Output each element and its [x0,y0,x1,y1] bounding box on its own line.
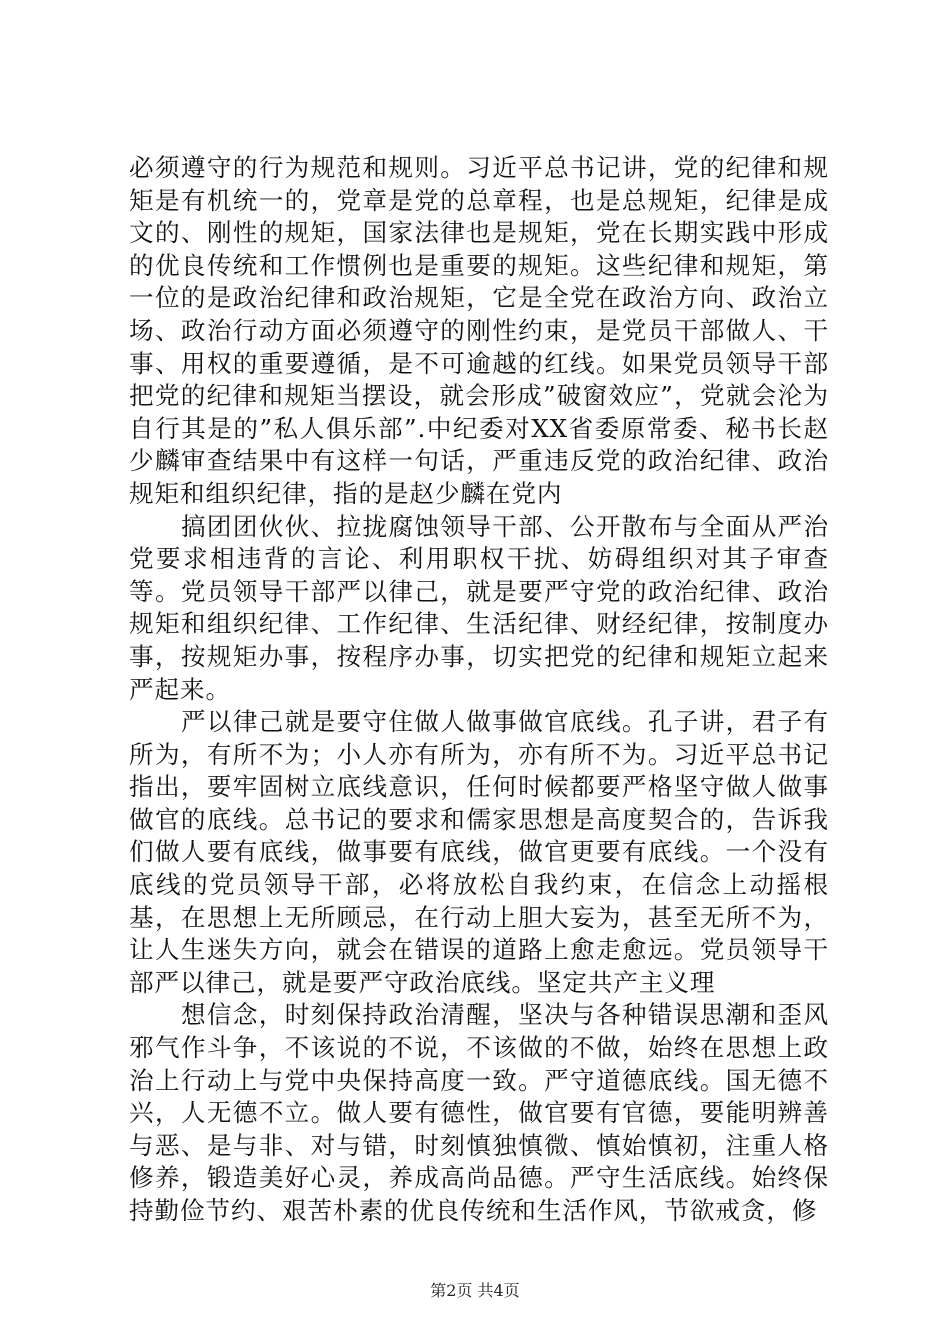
paragraph-4: 想信念，时刻保持政治清醒，坚决与各种错误思潮和歪风邪气作斗争，不该说的不说，不该做的不做，始终在思想上政治上行动上与党中央保持高度一致。严守道德底线。国无德不兴，人无德不立。做人要有德性，做官要有官德，要能明辨善与恶、是与非、对与错，时刻慎独慎微、慎始慎初，注重人格修养，锻造美好心灵，养成高尚品德。严守生活底线。始终保持勤俭节约、艰苦朴素的优良传统和生活作风，节欲戒贪，修 [129,1000,829,1225]
paragraph-2: 搞团团伙伙、拉拢腐蚀领导干部、公开散布与全面从严治党要求相违背的言论、利用职权干扰、妨碍组织对其子审查等。党员领导干部严以律己，就是要严守党的政治纪律、政治规矩和组织纪律、工作纪律、生活纪律、财经纪律，按制度办事，按规矩办事，按程序办事，切实把党的纪律和规矩立起来严起来。 [129,511,829,704]
paragraph-1: 必须遵守的行为规范和规则。习近平总书记讲，党的纪律和规矩是有机统一的，党章是党的总章程，也是总规矩，纪律是成文的、刚性的规矩，国家法律也是规矩，党在长期实践中形成的优良传统和工作惯例也是重要的规矩。这些纪律和规矩，第一位的是政治纪律和政治规矩，它是全党在政治方向、政治立场、政治行动方面必须遵守的刚性约束，是党员干部做人、干事、用权的重要遵循，是不可逾越的红线。如果党员领导干部把党的纪律和规矩当摆设，就会形成”破窗效应”，党就会沦为自行其是的”私人俱乐部”.中纪委对XX省委原常委、秘书长赵少麟审查结果中有这样一句话，严重违反党的政治纪律、政治规矩和组织纪律，指的是赵少麟在党内 [129,153,829,508]
page-number-footer: 第2页 共4页 [430,1281,520,1300]
document-body [129,152,829,1228]
paragraph-3: 严以律己就是要守住做人做事做官底线。孔子讲，君子有所为，有所不为；小人亦有所为，亦有所不为。习近平总书记指出，要牢固树立底线意识，任何时候都要严格坚守做人做事做官的底线。总书记的要求和儒家思想是高度契合的，告诉我们做人要有底线，做事要有底线，做官更要有底线。一个没有底线的党员领导干部，必将放松自我约束，在信念上动摇根基，在思想上无所顾忌，在行动上胆大妄为，甚至无所不为，让人生迷失方向，就会在错误的道路上愈走愈远。党员领导干部严以律己，就是要严守政治底线。坚定共产主义理 [129,707,829,997]
